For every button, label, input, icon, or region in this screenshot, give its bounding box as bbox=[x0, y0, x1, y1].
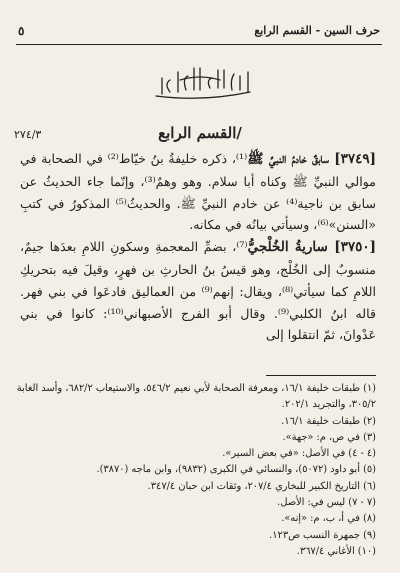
entry bbox=[20, 148, 376, 236]
entry-heading: [٣٧٥٠] ساريةُ الخُلْجيُّ bbox=[247, 239, 376, 256]
footnotes bbox=[16, 381, 376, 560]
entry bbox=[20, 236, 376, 346]
header-rule bbox=[16, 44, 382, 45]
footnote: (٧ - ٧) ليس في: الأصل. bbox=[277, 497, 376, 509]
footnote: (٥) أبو داود (٥٠٧٢)، والنسائي في الكبرى (٩٨٣٢)، وابن ماجه (٣٨٧٠). bbox=[96, 464, 376, 476]
footnote: (٢) طبقات خليفة ١٦/١. bbox=[281, 415, 376, 427]
footnote: (٤ - ٤) في الأصل: «في بعض السير». bbox=[222, 448, 376, 460]
basmala-calligraphy bbox=[150, 60, 256, 104]
footnote-separator bbox=[266, 375, 376, 376]
footnote: (٣) في ص، م: «جهة». bbox=[282, 431, 376, 443]
running-title: حرف السين - القسم الرابع bbox=[254, 24, 380, 37]
footnote: (٨) في أ، ب، م: «إنه». bbox=[281, 513, 376, 525]
footnote: (٦) التاريخ الكبير للبخاري ٢٠٧/٤، وثقات ابن حبان ٣٤٧/٤. bbox=[147, 480, 376, 492]
footnote: (١٠) الأغاني ٣٦٧/٤. bbox=[296, 545, 376, 557]
footnote: ٣٠٥/٢، والتجريد ٢٠٢/١. bbox=[281, 399, 376, 411]
page-number: ٥ bbox=[18, 24, 25, 38]
entry-text: ⁽¹⁾، ذكره خليفةُ بنُ خيّاط⁽²⁾ في الصحابة في موالي النبيِّ ﷺ وكناه أبا سلام. وهو وهمٌ⁽³⁾، وإنّما جاء الحديثُ عن سابق بن ناجية⁽⁴⁾ عن خادم النبيِّ ﷺ. والحديثُ⁽⁵⁾ المذكورُ في كتبِ «السنن»⁽⁶⁾، وسيأتي بيانُه في مكانه. bbox=[20, 151, 377, 233]
entry-heading: [٣٧٤٩] سابقٌ خادمُ النبيِّ ﷺ bbox=[247, 151, 377, 167]
running-header bbox=[18, 24, 380, 40]
section-heading: /القسم الرابع bbox=[158, 124, 242, 142]
main-text bbox=[20, 148, 376, 346]
footnote: (٩) جمهرة النسب ص١٢٣. bbox=[269, 529, 376, 541]
edition-page-reference: ٢٧٤/٣ bbox=[14, 128, 42, 141]
footnote: (١) طبقات خليفة ١٦/١، ومعرفة الصحابة لأبي نعيم ٥٤٦/٢، والاستيعاب ٦٨٢/٢، وأسد الغابة bbox=[16, 383, 376, 394]
entry-text: ⁽⁷⁾، بضمِّ المعجمةِ وسكونِ اللامِ بعدَها جيمٌ، منسوبٌ إلى الخُلْج، وهو قيسُ بنُ الحارثِ بن فهرٍ، وقيلَ فيه بتحريكِ اللامِ كما سيأتي⁽⁸⁾، ويقال: إنهم⁽⁹⁾ من العماليق فادعَوا في بني فهر. قاله ابنُ الكلبي⁽⁹⁾. وقال أبو الفرج الأصبهاني⁽¹⁰⁾: كانوا في بني عَدْوانَ، ثمّ انتقلوا إلى bbox=[20, 239, 376, 343]
